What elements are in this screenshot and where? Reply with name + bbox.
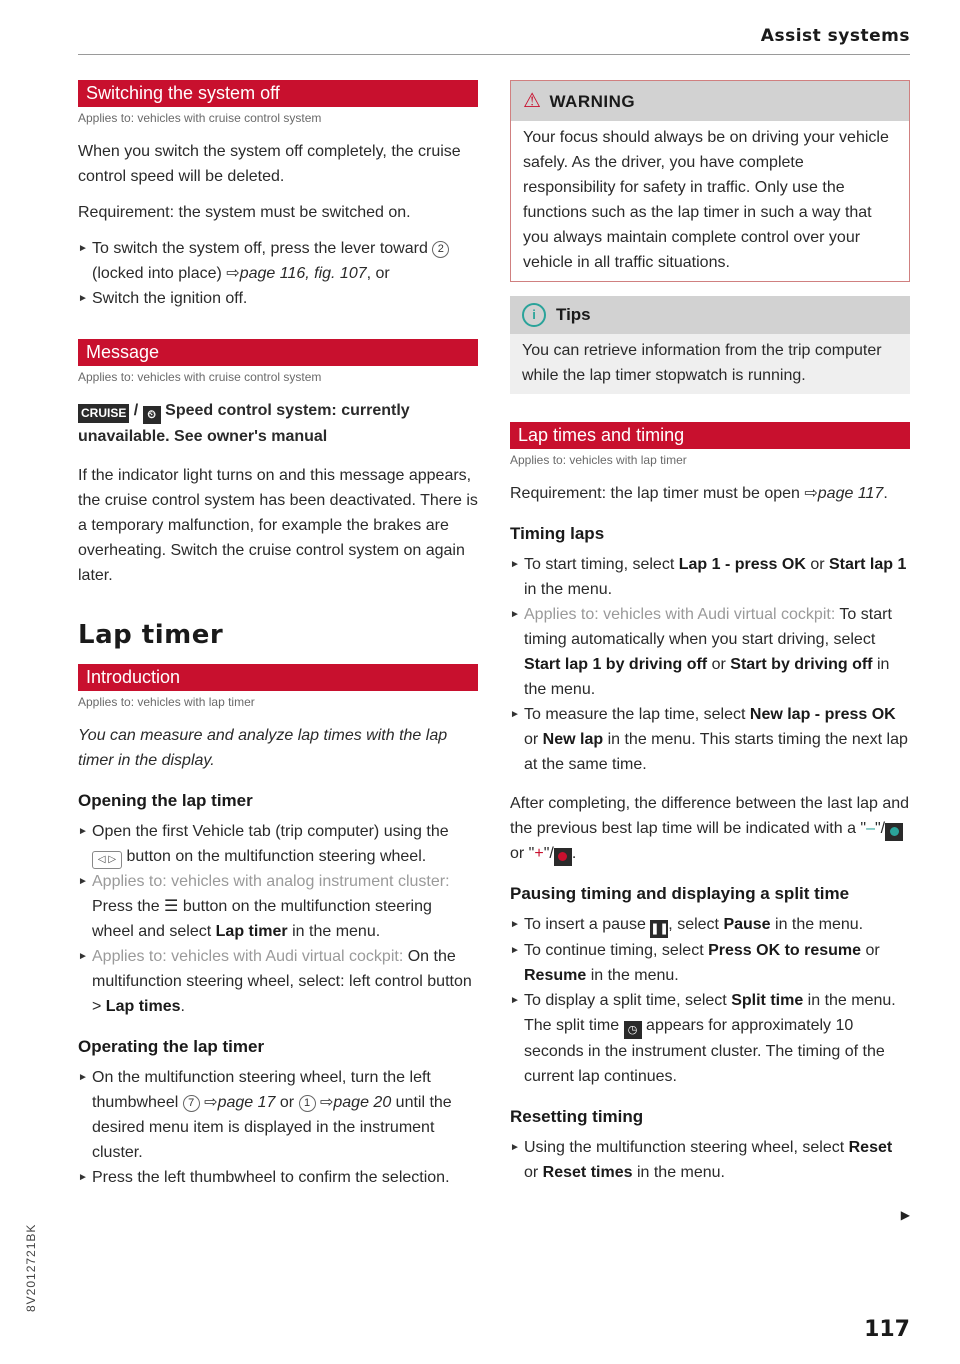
- applies-note: Applies to: vehicles with lap timer: [510, 453, 687, 467]
- page-reference-link[interactable]: ⇨page 17: [199, 1094, 276, 1111]
- callout-number: 1: [299, 1095, 316, 1112]
- list-item: ► Switch the ignition off.: [78, 286, 478, 311]
- right-column: [510, 80, 910, 1185]
- applies-note: Applies to: vehicles with lap timer: [78, 695, 255, 709]
- bullet-list: [510, 912, 910, 1089]
- message-title: CRUISE / ⏲ Speed control system: currently unavailable. See owner's manual: [78, 402, 410, 445]
- paragraph: Requirement: the system must be switched on.: [78, 204, 411, 221]
- subheading: Resetting timing: [510, 1107, 644, 1126]
- cruise-indicator-icon: CRUISE: [78, 404, 129, 423]
- arrows-button-icon: ◁ ▷: [92, 851, 122, 869]
- list-item: ► To display a split time, select Split time in the menu. The split time ◷ appears for approximately 10 seconds in the instrument cluster. The timing of the current lap continues.: [510, 988, 910, 1089]
- header-rule: [78, 54, 910, 55]
- list-item: ► To switch the system off, press the lever toward 2 (locked into place) ⇨page 116, fig. 107, or: [78, 236, 478, 286]
- menu-button-icon: ☰: [164, 898, 179, 915]
- tips-box: [510, 296, 910, 394]
- tips-header: i Tips: [510, 296, 910, 334]
- running-header: Assist systems: [760, 26, 910, 46]
- list-item: ► To insert a pause ❚❚, select Pause in the menu.: [510, 912, 910, 938]
- list-item: ► To continue timing, select Press OK to resume or Resume in the menu.: [510, 938, 910, 988]
- bullet-list: [78, 819, 478, 1019]
- pause-icon: ❚❚: [650, 920, 668, 938]
- list-item: ► Applies to: vehicles with analog instrument cluster: Press the ☰ button on the multifunction steering wheel and select Lap timer in the menu.: [78, 869, 478, 944]
- warning-triangle-icon: ⚠: [523, 90, 542, 112]
- speed-control-icon: ⏲: [143, 406, 161, 424]
- list-item: ► Applies to: vehicles with Audi virtual cockpit: On the multifunction steering wheel, select: left control button > Lap times.: [78, 944, 478, 1019]
- page-reference-link[interactable]: ⇨page 117: [804, 485, 884, 502]
- left-column: [78, 80, 478, 1190]
- page-reference-link[interactable]: ⇨page 116, fig. 107: [226, 265, 367, 282]
- section-bar-message: Message: [78, 339, 478, 366]
- warning-text: Your focus should always be on driving your vehicle safely. As the driver, you have complete responsibility for safety in traffic. Only use the functions such as the lap timer in such a way that you always maintain complete control over your vehicle in all traffic situations.: [523, 129, 889, 271]
- paragraph: If the indicator light turns on and this message appears, the cruise control system has been deactivated. There is a temporary malfunction, for example the brakes are overheating. Switch the cruise control system on again later.: [78, 467, 478, 584]
- callout-number: 2: [432, 241, 449, 258]
- section-bar-introduction: Introduction: [78, 664, 478, 691]
- bullet-list: [510, 1135, 910, 1185]
- list-item: ► Using the multifunction steering wheel, select Reset or Reset times in the menu.: [510, 1135, 910, 1185]
- callout-number: 7: [183, 1095, 200, 1112]
- list-item: ► Applies to: vehicles with Audi virtual cockpit: To start timing automatically when you start driving, select Start lap 1 by driving off or Start by driving off in the menu.: [510, 602, 910, 702]
- paragraph: After completing, the difference between the last lap and the previous best lap time will be indicated with a "–"/ or "+"/ .: [510, 791, 910, 866]
- info-icon: i: [522, 303, 546, 327]
- subheading: Timing laps: [510, 524, 605, 543]
- section-bar-lap-times: Lap times and timing: [510, 422, 910, 449]
- list-item: ► To measure the lap time, select New lap - press OK or New lap in the menu. This starts timing the next lap at the same time.: [510, 702, 910, 777]
- subheading: Operating the lap timer: [78, 1037, 265, 1056]
- paragraph: Requirement: the lap timer must be open ⇨page 117.: [510, 485, 888, 502]
- continue-arrow-icon: ▶: [900, 1208, 910, 1222]
- document-code: 8V2012721BK: [24, 1223, 38, 1312]
- warning-box: [510, 80, 910, 282]
- bullet-list: [510, 552, 910, 777]
- bullet-list: [78, 236, 478, 311]
- paragraph: When you switch the system off completely, the cruise control speed will be deleted.: [78, 143, 461, 185]
- bullet-list: [78, 1065, 478, 1190]
- list-item: ► Press the left thumbwheel to confirm the selection.: [78, 1165, 478, 1190]
- intro-text: You can measure and analyze lap times with the lap timer in the display.: [78, 727, 448, 769]
- list-item: ► On the multifunction steering wheel, turn the left thumbwheel 7 ⇨page 17 or 1 ⇨page 20 until the desired menu item is displayed in the instrument cluster.: [78, 1065, 478, 1165]
- list-item: ► To start timing, select Lap 1 - press OK or Start lap 1 in the menu.: [510, 552, 910, 602]
- subheading: Opening the lap timer: [78, 791, 253, 810]
- subheading: Pausing timing and displaying a split time: [510, 884, 850, 903]
- applies-note: Applies to: vehicles with cruise control system: [78, 370, 322, 384]
- applies-note: Applies to: vehicles with cruise control system: [78, 111, 322, 125]
- page-reference-link[interactable]: ⇨page 20: [315, 1094, 392, 1111]
- tips-text: You can retrieve information from the trip computer while the lap timer stopwatch is running.: [522, 342, 882, 384]
- split-time-icon: ◷: [624, 1021, 642, 1039]
- chapter-heading: Lap timer: [78, 620, 224, 650]
- section-bar-switch-off: Switching the system off: [78, 80, 478, 107]
- page-number: 117: [864, 1317, 910, 1342]
- warning-header: ⚠ WARNING: [511, 81, 909, 121]
- slower-indicator-icon: [554, 848, 572, 866]
- list-item: ► Open the first Vehicle tab (trip computer) using the ◁ ▷ button on the multifunction steering wheel.: [78, 819, 478, 869]
- faster-indicator-icon: [885, 823, 903, 841]
